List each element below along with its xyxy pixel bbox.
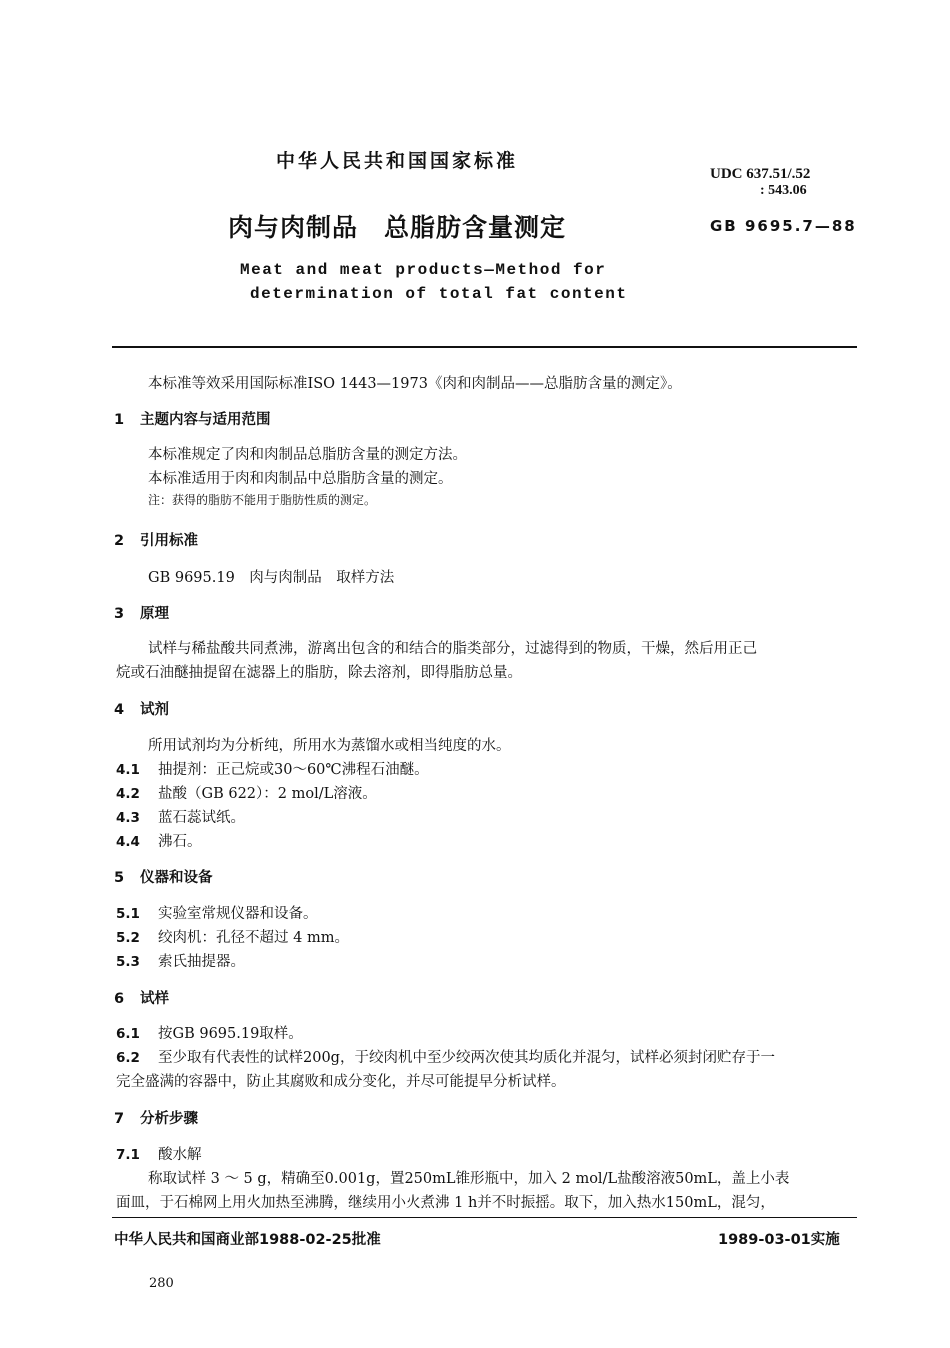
section-title: 分析步骤 — [140, 1110, 198, 1127]
section-7-paragraph-1: 称取试样 3 ～ 5 g，精确至0.001g，置250mL锥形瓶中，加入 2 mol/L盐酸溶液50mL，盖上小表 — [148, 1171, 790, 1187]
section-5-heading — [114, 866, 213, 887]
section-4-heading — [114, 698, 169, 719]
list-item — [116, 1022, 303, 1043]
section-number: 6 — [114, 991, 125, 1007]
page-number: 280 — [149, 1276, 174, 1291]
section-6-continuation: 完全盛满的容器中，防止其腐败和成分变化，并尽可能提早分析试样。 — [116, 1074, 566, 1090]
section-title: 仪器和设备 — [140, 869, 213, 886]
item-text: 沸石。 — [158, 834, 202, 850]
item-number: 6.1 — [116, 1026, 140, 1042]
national-standard-label: 中华人民共和国国家标准 — [276, 150, 519, 172]
section-1-note: 注：获得的脂肪不能用于脂肪性质的测定。 — [148, 493, 377, 507]
section-2-heading — [114, 529, 198, 550]
list-item — [116, 830, 202, 851]
document-title: 肉与肉制品 总脂肪含量测定 — [228, 213, 567, 242]
subsection-7-1-heading — [116, 1143, 202, 1164]
section-number: 5 — [114, 870, 125, 886]
list-item — [116, 950, 245, 971]
section-4-paragraph-1: 所用试剂均为分析纯，所用水为蒸馏水或相当纯度的水。 — [148, 738, 511, 754]
item-number: 4.2 — [116, 786, 140, 802]
list-item — [116, 902, 318, 923]
section-number: 3 — [114, 606, 125, 622]
list-item — [116, 806, 245, 827]
section-number: 2 — [114, 533, 125, 549]
item-text: 抽提剂：正己烷或30～60℃沸程石油醚。 — [158, 762, 429, 778]
section-number: 4 — [114, 702, 125, 718]
item-number: 7.1 — [116, 1147, 140, 1163]
section-title: 试样 — [140, 990, 169, 1007]
item-number: 5.1 — [116, 906, 140, 922]
section-7-heading — [114, 1107, 198, 1128]
item-number: 6.2 — [116, 1050, 140, 1066]
footer-divider — [112, 1217, 857, 1218]
list-item — [116, 1046, 775, 1067]
section-6-heading — [114, 987, 169, 1008]
gb-standard-code: GB 9695.7—88 — [710, 217, 857, 235]
list-item — [116, 926, 349, 947]
section-title: 引用标准 — [140, 532, 198, 549]
section-3-heading — [114, 602, 169, 623]
section-3-paragraph-1: 试样与稀盐酸共同煮沸，游离出包含的和结合的脂类部分，过滤得到的物质，干燥，然后用正己 — [148, 641, 757, 657]
section-1-paragraph-1: 本标准规定了肉和肉制品总脂肪含量的测定方法。 — [148, 447, 467, 463]
section-7-paragraph-2: 面皿，于石棉网上用火加热至沸腾，继续用小火煮沸 1 h并不时振摇。取下，加入热水150mL，混匀， — [116, 1195, 775, 1211]
section-title: 试剂 — [140, 701, 169, 718]
section-number: 7 — [114, 1111, 125, 1127]
item-number: 4.1 — [116, 762, 140, 778]
udc-code-line2: : 543.06 — [760, 183, 807, 198]
item-number: 5.3 — [116, 954, 140, 970]
section-title: 原理 — [140, 605, 169, 622]
section-1-heading — [114, 408, 271, 429]
section-2-paragraph-1: GB 9695.19 肉与肉制品 取样方法 — [148, 570, 395, 586]
intro-paragraph: 本标准等效采用国际标准ISO 1443—1973《肉和肉制品——总脂肪含量的测定》。 — [148, 376, 682, 392]
list-item — [116, 758, 429, 779]
item-text: 盐酸（GB 622）：2 mol/L溶液。 — [158, 786, 377, 802]
item-text: 索氏抽提器。 — [158, 954, 245, 970]
section-number: 1 — [114, 412, 125, 428]
header-divider — [112, 346, 857, 348]
item-text: 实验室常规仪器和设备。 — [158, 906, 318, 922]
item-number: 4.4 — [116, 834, 140, 850]
english-title-line2: determination of total fat content — [250, 285, 628, 303]
issuer-approval: 中华人民共和国商业部1988-02-25批准 — [114, 1232, 381, 1248]
item-number: 5.2 — [116, 930, 140, 946]
item-text: 蓝石蕊试纸。 — [158, 810, 245, 826]
effective-date: 1989-03-01实施 — [718, 1232, 840, 1248]
english-title-line1: Meat and meat products—Method for — [240, 261, 607, 279]
section-3-paragraph-2: 烷或石油醚抽提留在滤器上的脂肪，除去溶剂，即得脂肪总量。 — [116, 665, 522, 681]
item-number: 4.3 — [116, 810, 140, 826]
udc-code-line1: UDC 637.51/.52 — [710, 166, 811, 182]
section-title: 主题内容与适用范围 — [140, 411, 271, 428]
item-text: 绞肉机：孔径不超过 4 mm。 — [158, 930, 349, 946]
list-item — [116, 782, 377, 803]
item-text: 酸水解 — [158, 1147, 202, 1163]
item-text: 按GB 9695.19取样。 — [158, 1026, 303, 1042]
item-text: 至少取有代表性的试样200g，于绞肉机中至少绞两次使其均质化并混匀，试样必须封闭贮存于一 — [158, 1050, 775, 1066]
section-1-paragraph-2: 本标准适用于肉和肉制品中总脂肪含量的测定。 — [148, 471, 453, 487]
